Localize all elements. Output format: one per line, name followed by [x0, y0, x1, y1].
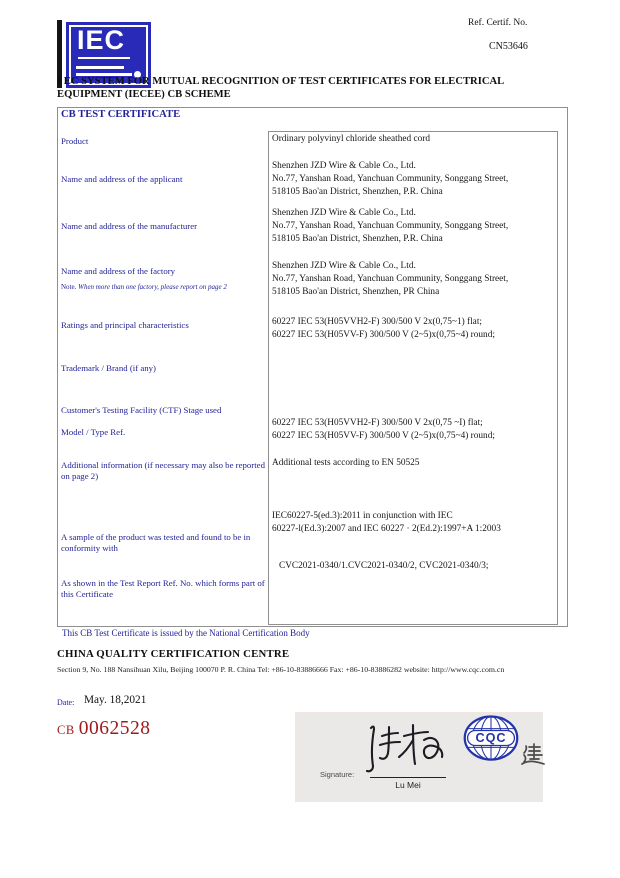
cb-prefix: CB	[57, 723, 75, 737]
label-model: Model / Type Ref.	[61, 427, 126, 437]
value-model-line: 60227 IEC 53(H05VVH2-F) 300/500 V 2x(0,75 ~I) flat;	[272, 418, 483, 428]
ref-certif-label: Ref. Certif. No.	[468, 18, 528, 28]
label-factory: Name and address of the factory	[61, 266, 176, 276]
stamp-character	[520, 742, 546, 768]
value-additional: Additional tests according to EN 50525	[272, 458, 420, 468]
certificate-title: CB TEST CERTIFICATE	[61, 109, 181, 120]
label-ctf: Customer's Testing Facility (CTF) Stage used	[61, 405, 222, 415]
label-product: Product	[61, 136, 89, 146]
label-conformity: A sample of the product was tested and found to be in conformity with	[61, 532, 251, 553]
date-label: Date:	[57, 698, 75, 707]
cb-number: 0062528	[78, 718, 151, 739]
factory-note	[61, 283, 227, 291]
value-factory-line: Shenzhen JZD Wire & Cable Co., Ltd.	[272, 261, 416, 271]
cqc-logo-icon	[461, 712, 521, 764]
value-conformity-line: IEC60227-5(ed.3):2011 in conjunction with IEC	[272, 511, 453, 521]
value-applicant-line: No.77, Yanshan Road, Yanchuan Community, Songgang Street,	[272, 174, 509, 184]
label-test-report: As shown in the Test Report Ref. No. which forms part of this Certificate	[61, 578, 265, 599]
cb-certificate-number	[57, 718, 150, 740]
value-factory-line: 518105 Bao'an District, Shenzhen, PR China	[272, 287, 440, 297]
value-ratings-line: 60227 IEC 53(H05VVH2-F) 300/500 V 2x(0,75~1) flat;	[272, 317, 482, 327]
label-ratings: Ratings and principal characteristics	[61, 320, 189, 330]
iec-logo-text: IEC	[77, 25, 126, 55]
signature-label: Signature:	[320, 770, 355, 779]
value-factory-line: No.77, Yanshan Road, Yanchuan Community, Songgang Street,	[272, 274, 509, 284]
signature-name: Lu Mei	[395, 780, 421, 790]
value-manufacturer-line: Shenzhen JZD Wire & Cable Co., Ltd.	[272, 208, 416, 218]
certificate-value-box	[268, 131, 558, 625]
issued-statement: This CB Test Certificate is issued by the National Certification Body	[62, 628, 310, 638]
value-model-line: 60227 IEC 53(H05VV-F) 300/500 V (2~5)x(0,75~4) round;	[272, 431, 495, 441]
factory-note-text: When more than one factory, please report on page 2	[78, 283, 227, 291]
signature-handwriting	[358, 716, 458, 778]
value-manufacturer-line: No.77, Yanshan Road, Yanchuan Community, Songgang Street,	[272, 221, 509, 231]
label-applicant: Name and address of the applicant	[61, 174, 183, 184]
cqc-logo-text: CQC	[475, 731, 507, 746]
value-applicant-line: 518105 Bao'an District, Shenzhen, P.R. China	[272, 187, 443, 197]
factory-note-prefix: Note.	[61, 283, 77, 291]
label-trademark: Trademark / Brand (if any)	[61, 363, 156, 373]
value-ratings-line: 60227 IEC 53(H05VV-F) 300/500 V (2~5)x(0,75~4) round;	[272, 330, 495, 340]
value-test-report: CVC2021-0340/1.CVC2021-0340/2, CVC2021-0340/3;	[279, 561, 489, 571]
label-additional: Additional information (if necessary may also be reported on page 2)	[61, 460, 265, 481]
scheme-title: I EC SYSTEM FOR MUTUAL RECOGNITION OF TEST CERTIFICATES FOR ELECTRICAL EQUIPMENT (IECEE) CB SCHEME	[57, 76, 504, 100]
ncb-address-contact: Section 9, No. 188 Nansihuan Xilu, Beijing 100070 P. R. China Tel: +86-10-83886666 Fax: +86-10-83886282 website: http://www.cqc.com.cn	[57, 665, 505, 674]
label-manufacturer: Name and address of the manufacturer	[61, 221, 198, 231]
value-applicant-line: Shenzhen JZD Wire & Cable Co., Ltd.	[272, 161, 416, 171]
signature-line	[370, 777, 446, 778]
ncb-name: CHINA QUALITY CERTIFICATION CENTRE	[57, 648, 290, 660]
iec-logo-line	[76, 66, 124, 69]
ref-certif-number: CN53646	[489, 41, 528, 52]
value-manufacturer-line: 518105 Bao'an District, Shenzhen, P.R. China	[272, 234, 443, 244]
value-conformity-line: 60227-l(Ed.3):2007 and IEC 60227 · 2(Ed.2):1997+A 1:2003	[272, 524, 501, 534]
value-product: Ordinary polyvinyl chloride sheathed cord	[272, 134, 431, 144]
date-value: May. 18,2021	[84, 694, 147, 706]
iec-logo-underline	[78, 57, 130, 59]
